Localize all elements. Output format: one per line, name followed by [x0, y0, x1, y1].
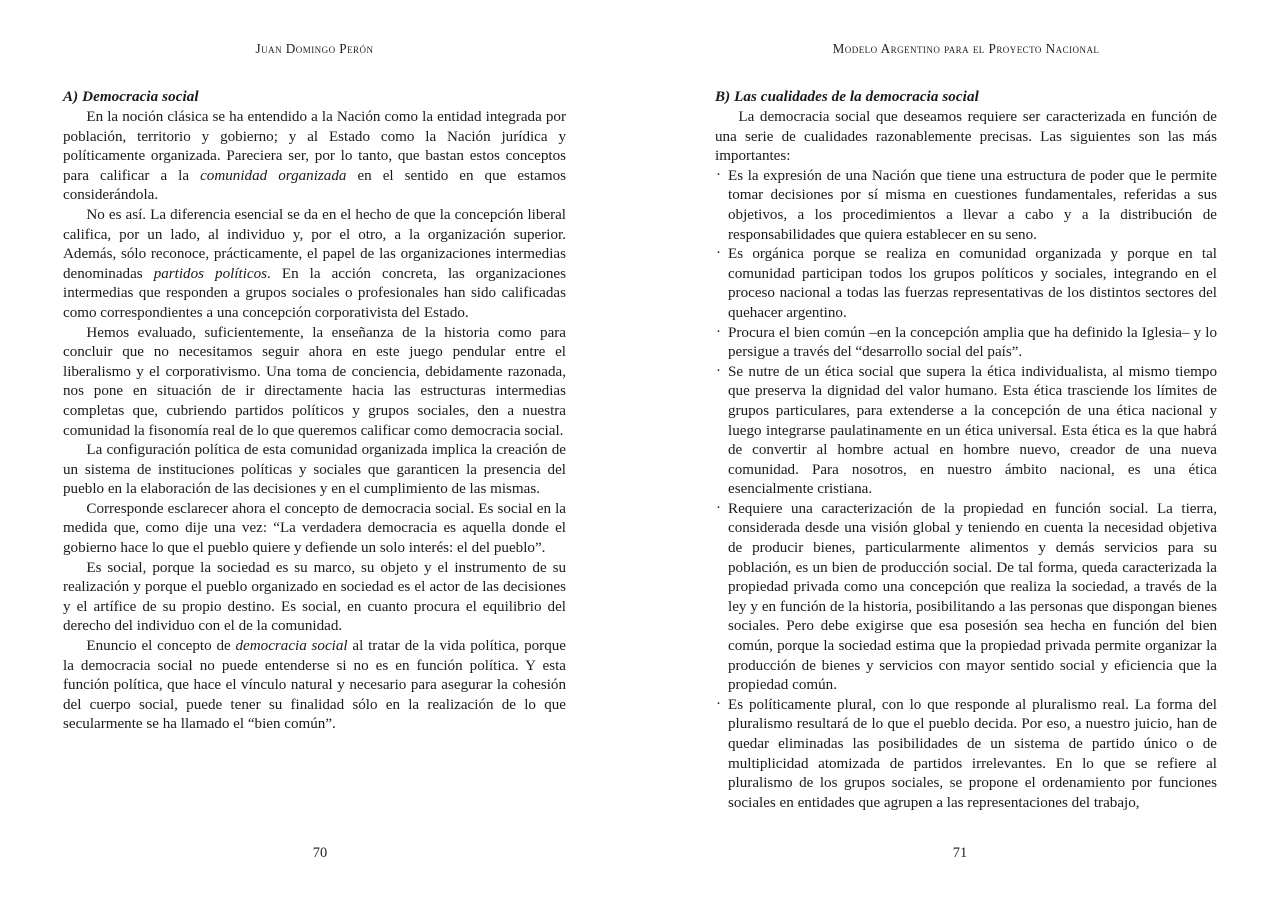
text-run: No es así. La diferencia esencial se da en el hecho de que la concepción liberal califica, por un lado, al individuo y, por el otro, a la organización superior. Además, sólo reconoce, prácticamente, el papel de las organizaciones intermedias denominadas — [63, 206, 566, 282]
list-item: · Es la expresión de una Nación que tiene una estructura de poder que le permite tomar decisiones por sí misma en cuestiones fundamentales, referidas a sus objetivos, a los procedimientos a llevar a cabo y a la distribución de responsabilidades que quiera establecer en su seno. — [715, 167, 1217, 245]
paragraph — [63, 206, 566, 324]
text-run: Hemos evaluado, suficientemente, la enseñanza de la historia como para concluir que no necesitamos seguir ahora en este juego pendular entre el liberalismo y el corporativismo. Una toma de conciencia, debidamente razonada, nos pone en situación de ir directamente hacia las estructuras intermedias completas que, cubriendo partidos políticos y grupos sociales, den a nuestra comunidad la fisonomía real de lo que queremos calificar como democracia social. — [63, 324, 566, 439]
page-right — [640, 0, 1280, 897]
text-run: al tratar de la vida política, porque la democracia social no puede entenderse si no es en función política. Y esta función política, que hace el vínculo natural y necesario para asegurar la cohesión del cuerpo social, puede tener su finalidad sólo en la realización de lo que secularmente se ha llamado el “bien común”. — [63, 638, 566, 733]
paragraph — [63, 500, 566, 559]
list-item: · Requiere una caracterización de la propiedad en función social. La tierra, considerada desde una visión global y teniendo en cuenta la necesidad objetiva de producir bienes, particularmente alimentos y demás servicios para su población, es un bien de producción social. De tal forma, queda caracterizada la propiedad privada como una concepción que realiza la sociedad, a través de la ley y en función de la historia, posibilitando a las personas que dispongan bienes sociales. Pero debe exigirse que esa posesión sea hecha en función del bien común, porque la sociedad estima que la propiedad privada permite organizar la producción de bienes y servicios con mayor sentido social y eficiencia que la propiedad común. — [715, 500, 1217, 696]
page-number-right: 71 — [952, 845, 968, 861]
list-item: · Procura el bien común –en la concepción amplia que ha definido la Iglesia– y lo persigue a través del “desarrollo social del país”. — [715, 324, 1217, 363]
text-run: Corresponde esclarecer ahora el concepto de democracia social. Es social en la medida que, como dije una vez: “La verdadera democracia es aquella donde el gobierno hace lo que el pueblo quiere y defiende un solo interés: el del pueblo”. — [63, 500, 566, 557]
page-left-body — [63, 87, 566, 735]
running-head-left: Juan Domingo Perón — [255, 41, 374, 56]
text-run: Enuncio el concepto de — [86, 638, 236, 655]
text-run: Es social, porque la sociedad es su marco, su objeto y el instrumento de su realización y porque el pueblo organizado en sociedad es el actor de las decisiones y el artífice de su propio destino. Es social, en cuanto procura el equilibrio del derecho del individuo con el de la comunidad. — [63, 559, 566, 635]
paragraph — [63, 559, 566, 637]
paragraph — [63, 441, 566, 500]
section-title-a: A) Democracia social — [63, 89, 199, 105]
list-item: · Es orgánica porque se realiza en comunidad organizada y porque en tal comunidad participan todos los grupos políticos y sociales, integrando en el proceso nacional a todas las fuerzas representativas de los distintos sectores del quehacer argentino. — [715, 245, 1217, 323]
qualities-list — [715, 167, 1217, 814]
list-item: · Es políticamente plural, con lo que responde al pluralismo real. La forma del pluralismo resultará de lo que el pueblo decida. Por eso, a nuestro juicio, han de quedar eliminadas las posibilidades de un sistema de partido único o de multiplicidad atomizada de partidos irrelevantes. En lo que se refiere al pluralismo de los grupos sociales, se propone el ordenamiento por funciones sociales en entidades que agrupen a las representaciones del trabajo, — [715, 696, 1217, 814]
page-right-body — [715, 87, 1217, 813]
page-number-left: 70 — [312, 845, 328, 861]
paragraph — [63, 324, 566, 442]
text-run: . En la acción concreta, las organizaciones intermedias que responden a grupos sociales o profesionales han sido calificadas como correspondientes a una concepción corporativista del Estado. — [63, 265, 566, 321]
section-title-b: B) Las cualidades de la democracia social — [715, 89, 979, 105]
paragraph — [63, 108, 566, 206]
text-run: La configuración política de esta comunidad organizada implica la creación de un sistema de instituciones políticas y sociales que garanticen la presencia del pueblo en la elaboración de las decisiones y en el cumplimiento de las mismas. — [63, 442, 566, 498]
running-head-right: Modelo Argentino para el Proyecto Nacional — [832, 41, 1100, 56]
text-run: En la noción clásica se ha entendido a la Nación como la entidad integrada por población, territorio y gobierno; y al Estado como la Nación jurídica y políticamente organizada. Pareciera ser, por lo tanto, que bastan estos conceptos para calificar a la — [63, 109, 566, 184]
text-run-italic: democracia social — [235, 638, 348, 655]
list-item: · Se nutre de un ética social que supera la ética individualista, al mismo tiempo que preserva la dignidad del valor humano. Esta ética trasciende los límites de grupos particulares, para extenderse a la concepción de una ética nacional y luego integrarse paulatinamente en un ética universal. Esta ética es la que habrá de convertir al hombre actual en hombre nuevo, creador de una nueva comunidad. Para nosotros, en nuestro ámbito nacional, es una ética esencialmente cristiana. — [715, 363, 1217, 500]
text-run-italic: partidos políticos — [153, 265, 268, 282]
paragraph — [63, 637, 566, 735]
text-run-italic: comunidad organizada — [200, 167, 347, 184]
paragraph-intro: La democracia social que deseamos requiere ser caracterizada en función de una serie de cualidades razonablemente precisas. Las siguientes son las más importantes: — [715, 109, 1217, 165]
text-run: en el sentido en que estamos considerándola. — [63, 167, 566, 204]
